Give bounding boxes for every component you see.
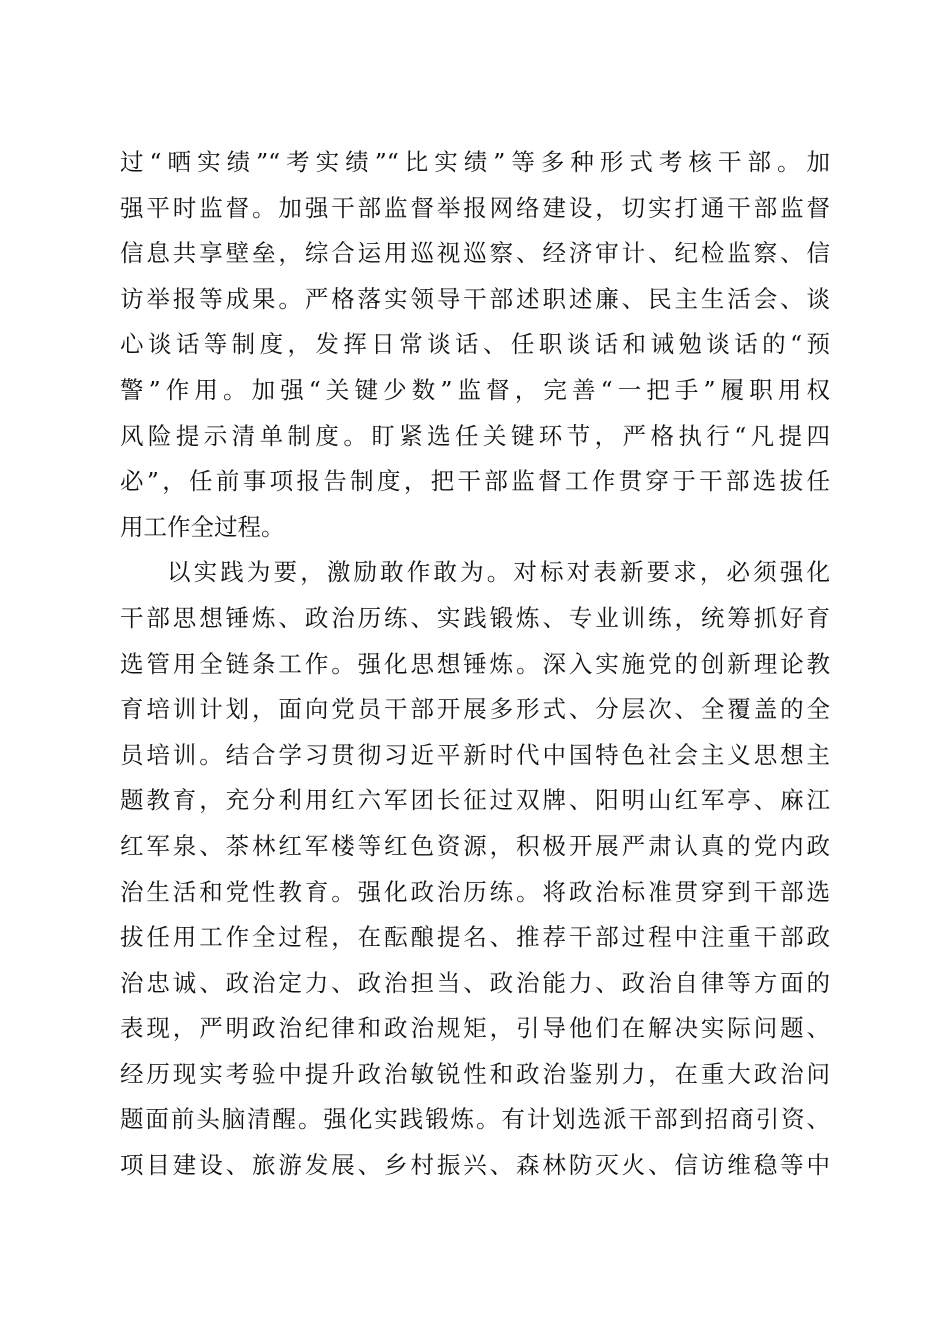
text-line: 强平时监督。加强干部监督举报网络建设，切实打通干部监督: [120, 193, 830, 222]
text-line: 访举报等成果。严格落实领导干部述职述廉、民主生活会、谈: [120, 284, 830, 313]
text-line: 育培训计划，面向党员干部开展多形式、分层次、全覆盖的全: [120, 695, 830, 724]
text-line: 治生活和党性教育。强化政治历练。将政治标准贯穿到干部选: [120, 877, 830, 906]
text-line: 题面前头脑清醒。强化实践锻炼。有计划选派干部到招商引资、: [120, 1105, 830, 1134]
text-line: 警”作用。加强“关键少数”监督，完善“一把手”履职用权: [120, 375, 830, 404]
text-line: 题教育，充分利用红六军团长征过双牌、阳明山红军亭、麻江: [120, 786, 830, 815]
text-line: 信息共享壁垒，综合运用巡视巡察、经济审计、纪检监察、信: [120, 239, 830, 268]
text-line: 员培训。结合学习贯彻习近平新时代中国特色社会主义思想主: [120, 740, 830, 769]
text-line: 干部思想锤炼、政治历练、实践锻炼、专业训练，统筹抓好育: [120, 603, 830, 632]
text-line: 红军泉、茶林红军楼等红色资源，积极开展严肃认真的党内政: [120, 831, 830, 860]
text-line: 拔任用工作全过程，在酝酿提名、推荐干部过程中注重干部政: [120, 923, 830, 952]
text-line: 经历现实考验中提升政治敏锐性和政治鉴别力，在重大政治问: [120, 1059, 830, 1088]
text-line: 必”，任前事项报告制度，把干部监督工作贯穿于干部选拔任: [120, 467, 830, 496]
paragraph-end-line: 用工作全过程。: [120, 512, 285, 541]
text-line: 风险提示清单制度。盯紧选任关键环节，严格执行“凡提四: [120, 421, 830, 450]
text-line: 心谈话等制度，发挥日常谈话、任职谈话和诫勉谈话的“预: [120, 330, 830, 359]
text-line: 过“晒实绩”“考实绩”“比实绩”等多种形式考核干部。加: [120, 148, 830, 176]
body-text: [120, 140, 830, 1189]
text-line: 选管用全链条工作。强化思想锤炼。深入实施党的创新理论教: [120, 649, 830, 678]
text-line: 治忠诚、政治定力、政治担当、政治能力、政治自律等方面的: [120, 968, 830, 997]
text-line: 表现，严明政治纪律和政治规矩，引导他们在解决实际问题、: [120, 1014, 830, 1043]
paragraph-first-line: 以实践为要，激励敢作敢为。对标对表新要求，必须强化: [167, 558, 830, 587]
text-line: 项目建设、旅游发展、乡村振兴、森林防灭火、信访维稳等中: [120, 1151, 830, 1180]
